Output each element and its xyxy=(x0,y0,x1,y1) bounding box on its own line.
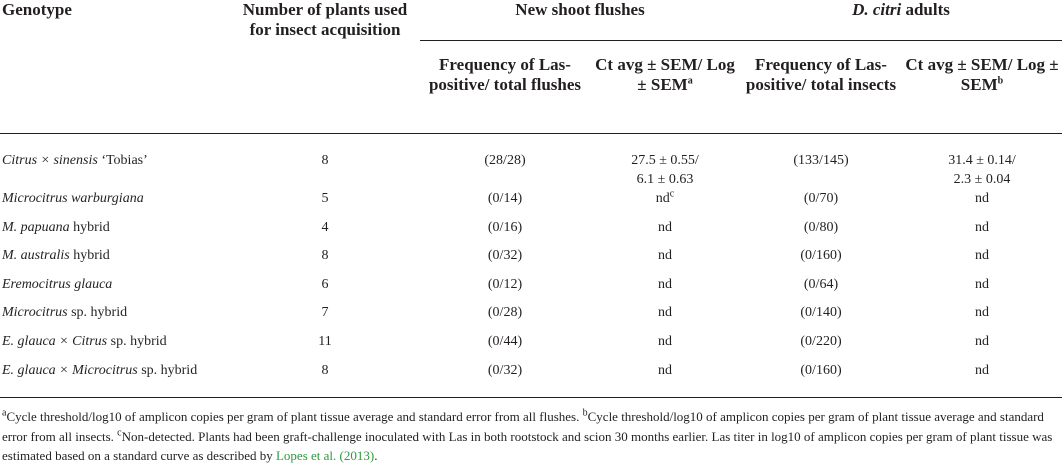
ct-flush-cell: nd xyxy=(658,219,672,235)
genotype-rest: hybrid xyxy=(69,219,110,235)
ct-insect-cell: nd xyxy=(902,361,1062,398)
freq-flush-cell: (0/16) xyxy=(487,219,523,235)
header-ct-flushes-label: Ct avg ± SEM/ Log ± SEM xyxy=(595,55,735,94)
ct-flush-value: nd xyxy=(655,191,670,206)
header-insect-adults xyxy=(740,0,1062,41)
ct-flush-cell xyxy=(590,134,740,190)
ct-insect-line-1: 31.4 ± 0.14/ xyxy=(948,153,1016,168)
genotype-italic: E. glauca × Microcitrus xyxy=(2,362,138,378)
freq-insect-cell: (133/145) xyxy=(740,134,902,190)
table-row xyxy=(0,303,1062,332)
ct-insect-cell: nd xyxy=(975,191,989,206)
header-freq-flushes: Frequency of Las-positive/ total flushes xyxy=(428,55,582,94)
ct-insect-cell xyxy=(902,134,1062,190)
header-ct-flushes xyxy=(590,41,740,134)
table-row xyxy=(0,189,1062,218)
genotype-cell xyxy=(0,361,230,398)
genotype-rest: hybrid xyxy=(69,248,110,264)
genotype-cell xyxy=(0,134,230,190)
ct-insect-cell: nd xyxy=(975,305,989,321)
freq-flush-cell: (0/28) xyxy=(487,305,523,321)
plants-cell: 7 xyxy=(321,305,329,321)
genotype-rest: sp. hybrid xyxy=(107,333,167,349)
table-row xyxy=(0,332,1062,361)
genotype-italic: Microcitrus xyxy=(2,305,68,321)
header-ct-insects-sup: b xyxy=(997,75,1004,87)
genotype-cell xyxy=(0,332,230,361)
genotype-rest: sp. hybrid xyxy=(67,305,128,321)
footnote-c: Non-detected. Plants had been graft-challenge inoculated with Las in both rootstock and scion 30 months earlier. Las titer in log10 of amplicon copies per gram of plant tissue was estimated based on a standard curve as described by xyxy=(2,428,1053,464)
plants-cell: 8 xyxy=(321,248,329,264)
genotype-italic: Microcitrus warburgiana xyxy=(2,191,144,206)
plants-cell: 4 xyxy=(321,219,329,235)
ct-flush-line-2: 6.1 ± 0.63 xyxy=(636,172,694,187)
plants-cell: 8 xyxy=(230,361,420,398)
ct-flush-cell: nd xyxy=(658,248,672,264)
footnote-b: Cycle threshold/log10 of amplicon copies per gram of plant tissue average and standard error from all insects. xyxy=(2,409,1044,444)
genotype-italic: Eremocitrus glauca xyxy=(2,276,113,292)
freq-flush-cell: (0/32) xyxy=(420,361,590,398)
freq-insect-cell: (0/70) xyxy=(803,191,839,206)
footnote-c-marker: c xyxy=(117,427,122,439)
reference-link[interactable]: Lopes et al. (2013) xyxy=(275,448,375,464)
ct-insect-cell: nd xyxy=(975,276,989,292)
table-footnotes xyxy=(0,398,1060,466)
header-freq-insects: Frequency of Las-positive/ total insects xyxy=(745,55,897,94)
plants-cell: 5 xyxy=(321,191,329,206)
genotype-rest: ‘Tobias’ xyxy=(97,153,148,168)
freq-insect-cell: (0/140) xyxy=(800,305,842,321)
ct-flush-cell xyxy=(590,189,740,218)
freq-insect-cell: (0/64) xyxy=(803,276,839,292)
ct-insect-cell: nd xyxy=(975,219,989,235)
genotype-rest: sp. hybrid xyxy=(137,362,198,378)
genotype-cell xyxy=(0,189,230,218)
genotype-cell xyxy=(0,303,230,332)
table-row xyxy=(0,275,1062,304)
genotype-italic: E. glauca × Citrus xyxy=(2,333,108,349)
footnote-end: . xyxy=(374,448,378,464)
header-genotype: Genotype xyxy=(2,0,72,19)
genotype-italic: Citrus × sinensis xyxy=(2,153,98,168)
freq-flush-cell: (28/28) xyxy=(420,134,590,190)
plants-cell: 11 xyxy=(318,333,332,349)
ct-flush-cell: nd xyxy=(658,276,672,292)
freq-flush-cell: (0/12) xyxy=(487,276,523,292)
ct-insect-cell: nd xyxy=(975,248,989,264)
header-insect-adults-label: adults xyxy=(901,0,950,19)
ct-insect-line-2: 2.3 ± 0.04 xyxy=(953,172,1011,187)
ct-flush-cell: nd xyxy=(590,361,740,398)
plants-cell: 6 xyxy=(321,276,329,292)
table-row xyxy=(0,134,1062,190)
ct-flush-line-1: 27.5 ± 0.55/ xyxy=(631,153,699,168)
header-insect-species: D. citri xyxy=(852,0,902,19)
footnote-b-marker: b xyxy=(582,407,588,419)
table-row xyxy=(0,218,1062,247)
ct-insect-cell: nd xyxy=(975,333,989,349)
table-row xyxy=(0,361,1062,398)
ct-flush-sup: c xyxy=(669,188,675,200)
header-ct-insects-label: Ct avg ± SEM/ Log ± SEM xyxy=(905,55,1059,94)
header-ct-insects xyxy=(902,41,1062,134)
table-row xyxy=(0,246,1062,275)
genotype-cell xyxy=(0,246,230,275)
plants-cell: 8 xyxy=(230,134,420,190)
freq-insect-cell: (0/220) xyxy=(800,333,842,349)
header-shoot-flushes: New shoot flushes xyxy=(420,0,740,41)
freq-flush-cell: (0/14) xyxy=(487,191,523,206)
genotype-italic: M. australis xyxy=(2,248,70,264)
footnote-a-marker: a xyxy=(2,407,7,419)
genotype-cell xyxy=(0,275,230,304)
genotype-cell xyxy=(0,218,230,247)
freq-insect-cell: (0/160) xyxy=(800,248,842,264)
freq-insect-cell: (0/80) xyxy=(803,219,839,235)
footnote-a: Cycle threshold/log10 of amplicon copies per gram of plant tissue average and standard error from all flushes. xyxy=(6,409,583,425)
header-ct-flushes-sup: a xyxy=(687,75,693,87)
ct-flush-cell: nd xyxy=(658,305,672,321)
freq-flush-cell: (0/44) xyxy=(487,333,523,349)
header-plants-used: Number of plants used for insect acquisition xyxy=(242,0,408,39)
ct-flush-cell: nd xyxy=(658,333,672,349)
genotype-italic: M. papuana xyxy=(2,219,70,235)
freq-flush-cell: (0/32) xyxy=(487,248,523,264)
freq-insect-cell: (0/160) xyxy=(740,361,902,398)
